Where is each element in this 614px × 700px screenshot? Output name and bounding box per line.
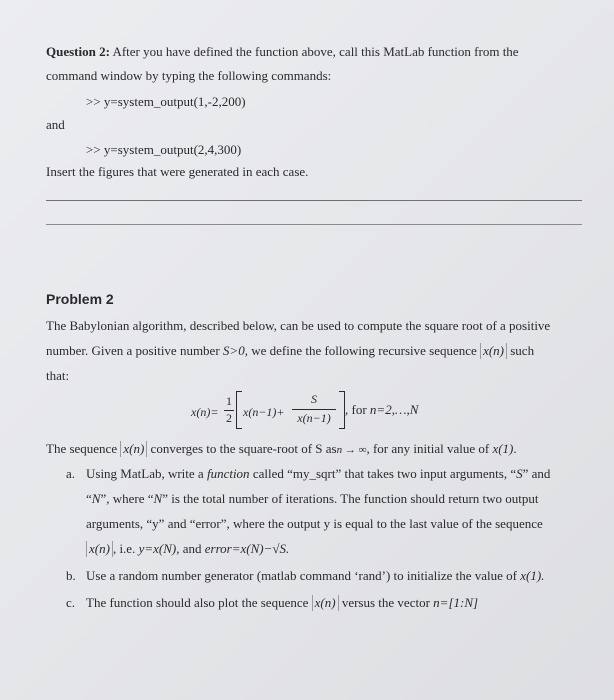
item-a-label: a. bbox=[66, 466, 76, 481]
conv-text-b: converges to the square-root of S as bbox=[147, 441, 337, 456]
a2-n1: N bbox=[91, 491, 101, 506]
eq-half-den: 2 bbox=[226, 411, 232, 425]
answer-line-2 bbox=[46, 224, 582, 225]
and-text: and bbox=[46, 117, 65, 132]
question-line-1 bbox=[46, 44, 519, 60]
c1-text-b: versus the vector bbox=[338, 595, 434, 610]
item-a-line-4 bbox=[86, 541, 289, 557]
conv-period: . bbox=[513, 441, 517, 456]
eq-frac-num: S bbox=[311, 392, 317, 406]
a2-text-e: ” is the total number of iterations. The function should return two output bbox=[162, 491, 539, 506]
a1-text-a: Using MatLab, write a bbox=[86, 466, 207, 481]
c1-box: x(n) bbox=[312, 595, 339, 611]
a2-text-c: ”, where “ bbox=[100, 491, 154, 506]
item-a-line-3: arguments, “y” and “error”, where the output y is equal to the last value of the sequence bbox=[86, 516, 543, 531]
a1-s: S bbox=[516, 466, 523, 481]
eq-frac-bar bbox=[292, 409, 336, 410]
eq-for-clause bbox=[345, 402, 418, 418]
b1-x1: x(1). bbox=[520, 568, 545, 583]
a1-text-c: called “my_sqrt” that takes two input arguments, “ bbox=[249, 466, 517, 481]
conv-text-d: , for any initial value of bbox=[366, 441, 493, 456]
p2-text-c: , we define the following recursive sequence bbox=[244, 343, 481, 358]
a4-text-a: , i.e. bbox=[112, 541, 139, 556]
problem-paragraph-line-2 bbox=[46, 343, 534, 359]
b1-text: Use a random number generator (matlab command ‘rand’) to initialize the value of bbox=[86, 568, 521, 583]
a4-text-c: , and bbox=[176, 541, 205, 556]
eq-frac-den: x(n−1) bbox=[297, 411, 331, 425]
answer-line-1 bbox=[46, 200, 582, 201]
convergence-line bbox=[46, 441, 517, 458]
eq-term: x(n−1)+ bbox=[243, 405, 285, 419]
question-text-1: After you have defined the function above, call this MatLab function from the bbox=[109, 44, 519, 59]
p2-text-a: number. Given a positive number bbox=[46, 343, 223, 358]
item-c-line bbox=[86, 595, 478, 611]
item-a-line-2 bbox=[86, 491, 539, 507]
a4-error-eq: error=x(N)−√S. bbox=[204, 541, 290, 556]
c1-text: The function should also plot the sequence bbox=[86, 595, 312, 610]
a2-text-a: “ bbox=[86, 491, 92, 506]
conv-limit: n → ∞ bbox=[336, 444, 367, 456]
p2-text-d: such bbox=[507, 343, 535, 358]
problem-paragraph-line-3: that: bbox=[46, 368, 70, 383]
eq-for: , for bbox=[345, 402, 370, 417]
problem-title: Problem 2 bbox=[46, 291, 114, 307]
item-a-line-1 bbox=[86, 466, 550, 482]
question-line-2: command window by typing the following commands: bbox=[46, 68, 332, 83]
item-b-line bbox=[86, 568, 544, 584]
conv-x1: x(1) bbox=[492, 441, 514, 456]
item-c-label: c. bbox=[66, 595, 76, 610]
item-b-label: b. bbox=[66, 568, 76, 583]
command-1: >> y=system_output(1,-2,200) bbox=[86, 94, 246, 109]
a1-function: function bbox=[206, 466, 250, 481]
problem-paragraph-line-1: The Babylonian algorithm, described below, can be used to compute the square root of a positive bbox=[46, 318, 551, 333]
command-2: >> y=system_output(2,4,300) bbox=[86, 142, 242, 157]
question-heading: Question 2: bbox=[46, 44, 110, 59]
a4-y-eq: y=x(N) bbox=[138, 541, 177, 556]
a2-n2: N bbox=[153, 491, 163, 506]
conv-text-a: The sequence bbox=[46, 441, 121, 456]
a4-box: x(n) bbox=[86, 541, 113, 557]
eq-range: n=2,…,N bbox=[369, 402, 419, 417]
conv-box: x(n) bbox=[120, 441, 147, 457]
a1-text-e: ” and bbox=[522, 466, 551, 481]
insert-instruction: Insert the figures that were generated in each case. bbox=[46, 164, 309, 179]
eq-lhs: x(n)= bbox=[191, 405, 219, 419]
c1-vector: n=[1:N] bbox=[433, 595, 479, 610]
sequence-box: x(n) bbox=[480, 343, 507, 359]
eq-half-num: 1 bbox=[226, 394, 232, 408]
eq-left-bracket bbox=[236, 391, 242, 429]
p2-math-s: S>0 bbox=[222, 343, 245, 358]
